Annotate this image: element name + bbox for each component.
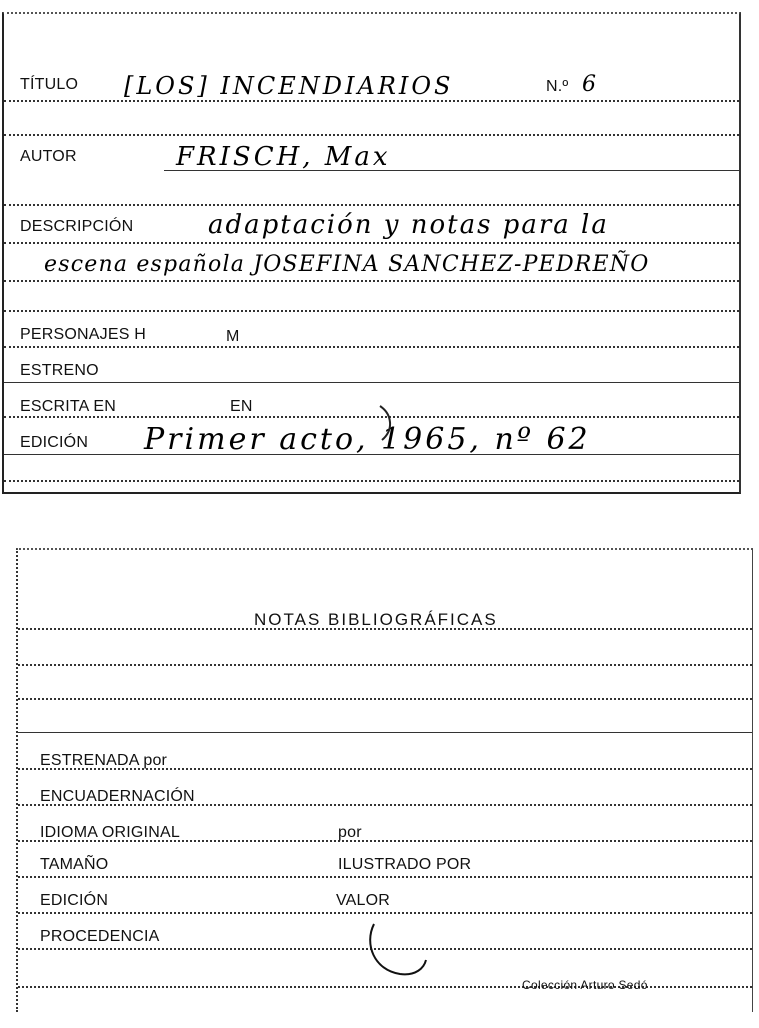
descripcion-label: DESCRIPCIÓN [20,218,134,235]
rule-notas-4 [18,732,752,733]
estreno-label: ESTRENO [20,362,99,379]
autor-value: FRISCH, Max [176,142,391,172]
procedencia-label: PROCEDENCIA [40,928,160,945]
rule-autor-2 [4,204,739,206]
titulo-value: [LOS] INCENDIARIOS [124,72,454,100]
rule-edicion-2 [18,912,752,914]
descripcion-line1: adaptación y notas para la [208,210,609,240]
rule-tamano [18,876,752,878]
rule-notas-1 [18,628,752,630]
catalog-card-top [2,12,741,494]
autor-label: AUTOR [20,148,77,165]
encuadernacion-label: ENCUADERNACIÓN [40,788,195,805]
rule-descripcion-3 [4,310,739,312]
tamano-label: TAMAÑO [40,856,109,873]
edicion-label-2: EDICIÓN [40,892,109,909]
pen-mark [364,404,404,454]
rule-titulo [4,100,739,102]
numero-label: N.º [546,78,569,95]
rule-estreno [4,382,739,383]
estrenada-label: ESTRENADA por [40,752,168,769]
edicion-label: EDICIÓN [20,434,89,451]
hole-punch-mark [364,920,434,982]
rule-descripcion-2 [4,280,739,282]
rule-notas-2 [18,664,752,666]
titulo-label: TÍTULO [20,76,79,93]
escrita-en-label: EN [230,398,253,415]
catalog-card-bottom [16,548,753,1012]
rule-bottom [4,480,739,482]
ilustrado-label: ILUSTRADO POR [338,856,472,873]
rule-notas-3 [18,698,752,700]
personajes-m-label: M [226,328,240,345]
collection-stamp: Colección Arturo Sedó [522,978,648,992]
numero-value: 6 [582,72,598,97]
descripcion-line2: escena española JOSEFINA SANCHEZ-PEDREÑO [44,252,650,277]
rule-descripcion [4,242,739,244]
rule-titulo-2 [4,134,739,136]
edicion-value: Primer acto, 1965, nº 62 [144,422,591,457]
valor-label: VALOR [336,892,391,909]
rule-personajes [4,346,739,348]
idioma-label: IDIOMA ORIGINAL [40,824,180,841]
por-label: por [338,824,362,841]
personajes-label: PERSONAJES H [20,326,146,343]
notas-heading: NOTAS BIBLIOGRÁFICAS [254,610,498,629]
escrita-label: ESCRITA EN [20,398,116,415]
